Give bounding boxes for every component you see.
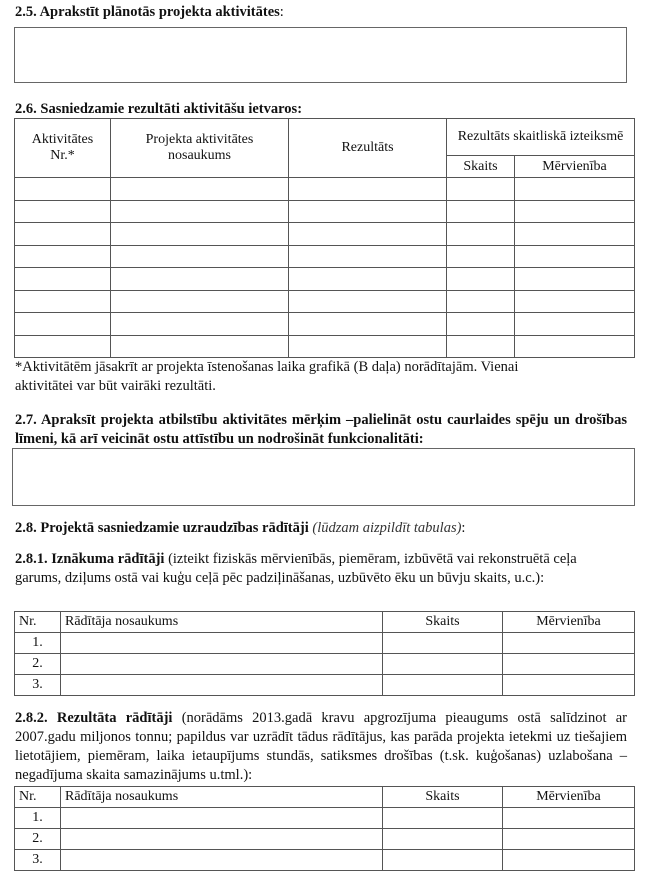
table-cell[interactable] <box>447 335 515 358</box>
table-cell[interactable] <box>515 245 635 268</box>
table-cell[interactable] <box>447 200 515 223</box>
section-2-6-heading: 2.6. Sasniedzamie rezultāti aktivitāšu ietvaros: <box>15 101 303 117</box>
table-cell[interactable] <box>383 633 503 654</box>
table-cell[interactable] <box>15 313 111 336</box>
table-row <box>15 245 635 268</box>
table-cell[interactable] <box>447 268 515 291</box>
table-cell[interactable] <box>289 200 447 223</box>
table-cell[interactable] <box>383 808 503 829</box>
row-number: 1. <box>15 633 61 654</box>
table-cell[interactable] <box>15 223 111 246</box>
table-row <box>15 290 635 313</box>
table-cell[interactable] <box>383 654 503 675</box>
output-indicators-table <box>14 611 635 696</box>
table-row <box>15 675 635 696</box>
table-cell[interactable] <box>515 200 635 223</box>
header-result: Rezultāts <box>289 119 447 178</box>
header-nr: Nr. <box>15 787 61 808</box>
table-cell[interactable] <box>447 178 515 201</box>
table-cell[interactable] <box>503 829 635 850</box>
table-cell[interactable] <box>61 829 383 850</box>
section-2-8-heading: 2.8. Projektā sasniedzamie uzraudzības rādītāji (lūdzam aizpildīt tabulas): <box>15 520 466 536</box>
table-cell[interactable] <box>61 808 383 829</box>
table-cell[interactable] <box>61 654 383 675</box>
row-number: 3. <box>15 675 61 696</box>
table-cell[interactable] <box>515 313 635 336</box>
section-2-8-2-text: 2.8.2. Rezultāta rādītāji (norādāms 2013.gadā kravu apgrozījuma pieaugums ostā salīdzinot ar 2007.gadu miljonos tonnu; papildus var uzrādīt tādus rādītājus, kas parāda projekta ietekmi uz tiešajiem lietotājiem, piemēram, laika ietaupījums stundās, satiksmes drošības (t.sk. kuģošanas) uzlabošana – negadījuma skaita samazinājums u.tml.): <box>15 710 628 783</box>
results-table <box>14 118 635 358</box>
row-number: 2. <box>15 829 61 850</box>
table-row <box>15 335 635 358</box>
table-cell[interactable] <box>111 178 289 201</box>
table-cell[interactable] <box>503 808 635 829</box>
activities-description-field[interactable] <box>14 27 627 83</box>
header-unit: Mērvienība <box>503 612 635 633</box>
header-unit: Mērvienība <box>515 156 635 178</box>
table-cell[interactable] <box>515 290 635 313</box>
table-cell[interactable] <box>503 675 635 696</box>
table-row <box>15 178 635 201</box>
table-row <box>15 850 635 871</box>
table-cell[interactable] <box>515 178 635 201</box>
header-count: Skaits <box>447 156 515 178</box>
table-cell[interactable] <box>289 335 447 358</box>
table-cell[interactable] <box>15 245 111 268</box>
row-number: 1. <box>15 808 61 829</box>
table-cell[interactable] <box>447 290 515 313</box>
header-indicator-name: Rādītāja nosaukums <box>61 787 383 808</box>
row-number: 3. <box>15 850 61 871</box>
header-count: Skaits <box>383 787 503 808</box>
header-count: Skaits <box>383 612 503 633</box>
table-cell[interactable] <box>503 850 635 871</box>
section-2-5-heading: 2.5. Aprakstīt plānotās projekta aktivitātes: <box>15 4 284 20</box>
table-cell[interactable] <box>289 223 447 246</box>
table-cell[interactable] <box>111 313 289 336</box>
table-cell[interactable] <box>289 245 447 268</box>
table-cell[interactable] <box>61 633 383 654</box>
header-activity-nr: Aktivitātes Nr.* <box>15 119 111 178</box>
table-cell[interactable] <box>289 178 447 201</box>
table-cell[interactable] <box>15 290 111 313</box>
table-cell[interactable] <box>447 223 515 246</box>
table-cell[interactable] <box>383 829 503 850</box>
table-cell[interactable] <box>515 335 635 358</box>
table-cell[interactable] <box>515 268 635 291</box>
table-cell[interactable] <box>15 335 111 358</box>
footnote: *Aktivitātēm jāsakrīt ar projekta īstenošanas laika grafikā (B daļa) norādītajām. Vienai aktivitātei var būt vairāki rezultāti. <box>15 359 519 394</box>
table-cell[interactable] <box>383 850 503 871</box>
table-cell[interactable] <box>61 850 383 871</box>
table-cell[interactable] <box>111 268 289 291</box>
objective-fit-field[interactable] <box>12 448 635 506</box>
table-cell[interactable] <box>447 245 515 268</box>
header-unit: Mērvienība <box>503 787 635 808</box>
table-cell[interactable] <box>503 633 635 654</box>
table-row <box>15 200 635 223</box>
table-row <box>15 808 635 829</box>
table-row <box>15 268 635 291</box>
table-cell[interactable] <box>289 268 447 291</box>
header-indicator-name: Rādītāja nosaukums <box>61 612 383 633</box>
table-cell[interactable] <box>15 268 111 291</box>
table-row <box>15 223 635 246</box>
table-row <box>15 633 635 654</box>
table-cell[interactable] <box>111 290 289 313</box>
section-2-7-heading: 2.7. Apraksīt projekta atbilstību aktivitātes mērķim –palielināt ostu caurlaides spēju un drošības līmeni, kā arī veicināt ostu attīstību un nodrošināt funkcionalitāti: <box>15 412 627 447</box>
section-2-8-1-text: 2.8.1. Iznākuma rādītāji (izteikt fiziskās mērvienībās, piemēram, izbūvētā vai rekonstruētā ceļa garums, dziļums ostā vai kuģu ceļā pēc padziļināšanas, uzbūvēto ēku un būvju skaits, u.c.): <box>15 551 577 586</box>
header-numeric: Rezultāts skaitliskā izteiksmē <box>447 119 635 156</box>
table-row <box>15 829 635 850</box>
table-cell[interactable] <box>111 335 289 358</box>
table-row <box>15 654 635 675</box>
table-cell[interactable] <box>15 178 111 201</box>
table-cell[interactable] <box>383 675 503 696</box>
table-cell[interactable] <box>289 290 447 313</box>
table-cell[interactable] <box>15 200 111 223</box>
table-row <box>15 313 635 336</box>
table-cell[interactable] <box>61 675 383 696</box>
table-cell[interactable] <box>515 223 635 246</box>
table-cell[interactable] <box>111 200 289 223</box>
table-cell[interactable] <box>503 654 635 675</box>
header-nr: Nr. <box>15 612 61 633</box>
header-activity-name: Projekta aktivitātes nosaukums <box>111 119 289 178</box>
result-indicators-table <box>14 786 635 871</box>
row-number: 2. <box>15 654 61 675</box>
table-cell[interactable] <box>111 245 289 268</box>
table-cell[interactable] <box>289 313 447 336</box>
table-cell[interactable] <box>111 223 289 246</box>
table-cell[interactable] <box>447 313 515 336</box>
